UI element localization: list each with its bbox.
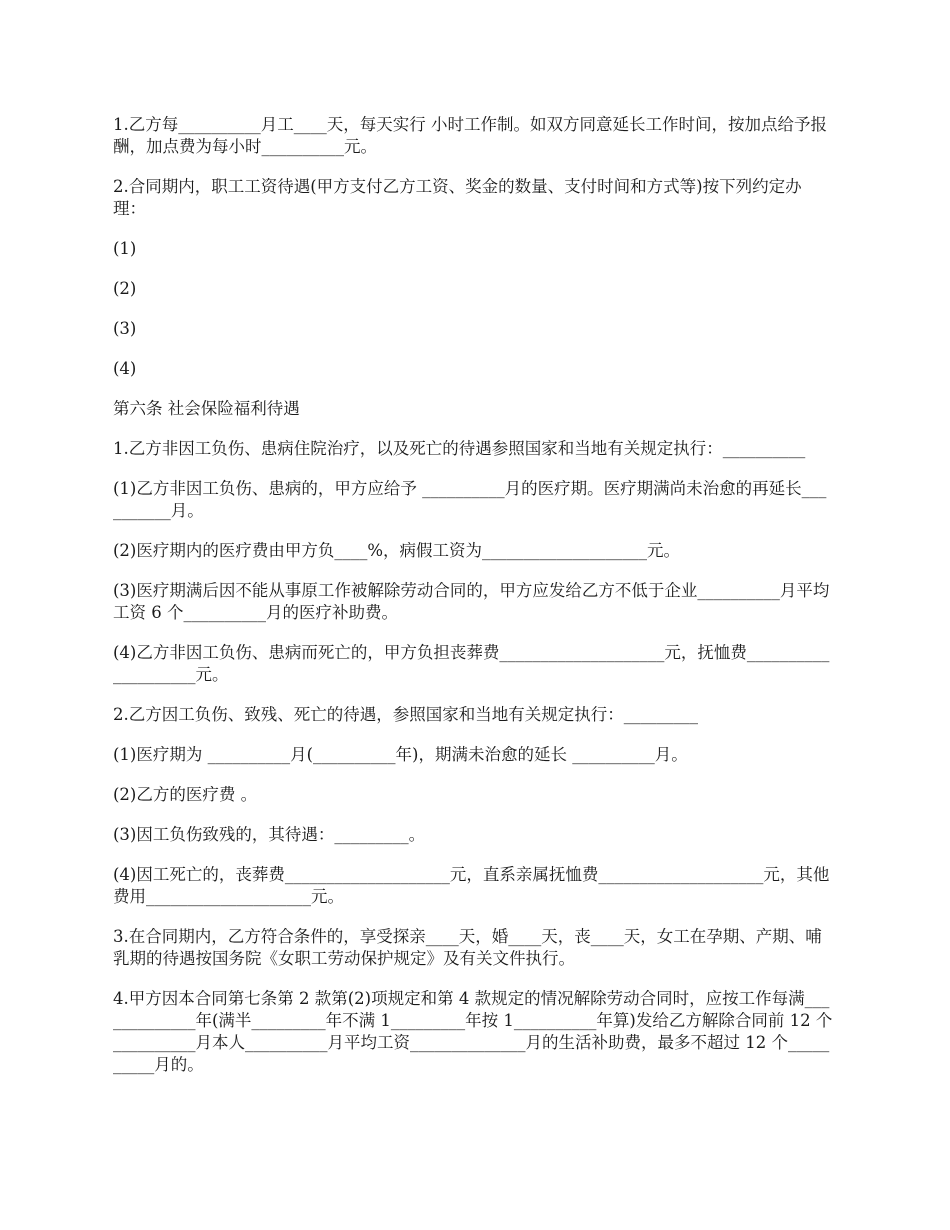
paragraph-medical-period: (1)乙方非因工负伤、患病的，甲方应给予 __________月的医疗期。医疗期满尚未治愈的再延长__________月。 <box>113 479 827 520</box>
paragraph-work-death-benefit: (4)因工死亡的，丧葬费____________________元，直系亲属抚恤费____________________元，其他费用____________________元。 <box>113 865 830 906</box>
list-item-2: (2) <box>113 279 137 298</box>
paragraph-injury-medical-cost: (2)乙方的医疗费 。 <box>113 785 258 804</box>
paragraph-medical-subsidy: (3)医疗期满后因不能从事原工作被解除劳动合同的，甲方应发给乙方不低于企业__________月平均工资 6 个__________月的医疗补助费。 <box>113 581 830 622</box>
paragraph-non-work-injury: 1.乙方非因工负伤、患病住院治疗，以及死亡的待遇参照国家和当地有关规定执行：__________ <box>113 439 806 458</box>
section-heading-article-6: 第六条 社会保险福利待遇 <box>113 399 300 418</box>
paragraph-disability-benefit: (3)因工负伤致残的，其待遇：_________。 <box>113 825 426 844</box>
list-item-3: (3) <box>113 319 137 338</box>
paragraph-death-benefit: (4)乙方非因工负伤、患病而死亡的，甲方负担丧葬费____________________元，抚恤费____________________元。 <box>113 643 830 684</box>
paragraph-medical-cost: (2)医疗期内的医疗费由甲方负____%，病假工资为____________________元。 <box>113 541 681 560</box>
list-item-4: (4) <box>113 359 137 378</box>
paragraph-work-hours: 1.乙方每__________月工____天，每天实行 小时工作制。如双方同意延长工作时间，按加点给予报酬，加点费为每小时__________元。 <box>113 115 827 156</box>
list-item-1: (1) <box>113 239 137 258</box>
paragraph-termination-subsidy: 4.甲方因本合同第七条第 2 款第(2)项规定和第 4 款规定的情况解除劳动合同时，应按工作每满_____________年(满半_________年不满 1_________年按 1__________年算)发给乙方解除合同前 12 个__________月本人__________月平均工资______________月的生活补助费，最多不超过 12 个__________月的。 <box>113 989 833 1074</box>
paragraph-wage-terms: 2.合同期内，职工工资待遇(甲方支付乙方工资、奖金的数量、支付时间和方式等)按下列约定办理： <box>113 177 802 218</box>
paragraph-work-injury: 2.乙方因工负伤、致残、死亡的待遇，参照国家和当地有关规定执行：_________ <box>113 705 698 724</box>
document-body <box>113 114 833 1094</box>
paragraph-leave-benefits: 3.在合同期内，乙方符合条件的，享受探亲____天，婚____天，丧____天，女工在孕期、产期、哺乳期的待遇按国务院《女职工劳动保护规定》及有关文件执行。 <box>113 927 822 968</box>
paragraph-injury-medical-period: (1)医疗期为 __________月(__________年)，期满未治愈的延长 __________月。 <box>113 745 688 764</box>
